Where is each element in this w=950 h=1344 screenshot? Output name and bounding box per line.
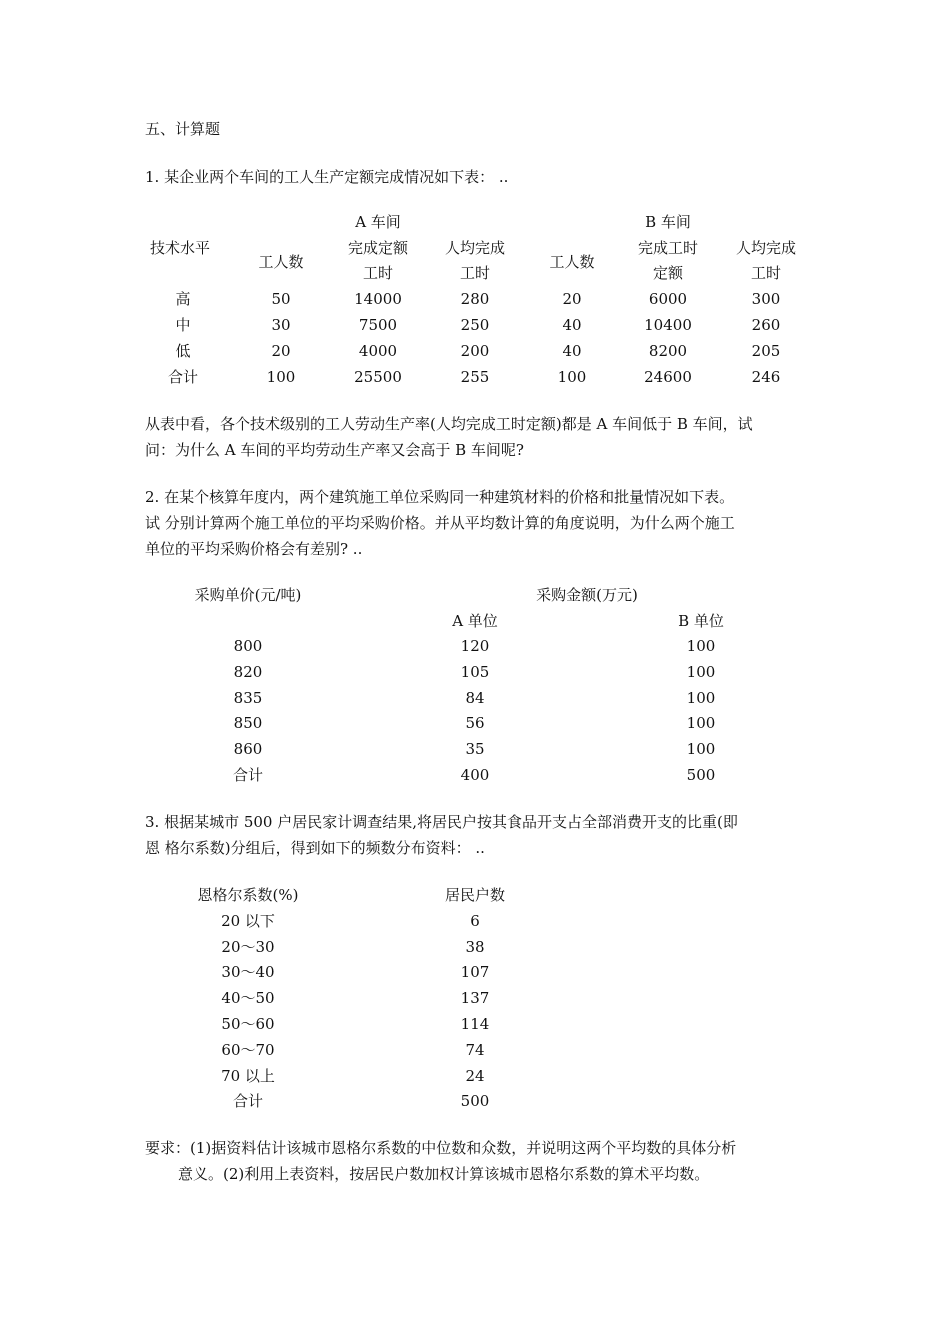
q1-header-a-group: A 车间 [355,213,401,231]
q2-header-a: A 单位 [452,612,498,630]
q3-cell: 74 [465,1041,485,1059]
q2-intro-line1: 2. 在某个核算年度内，两个建筑施工单位采购同一种建筑材料的价格和批量情况如下表。 [145,488,735,506]
q1-cell: 25500 [354,368,402,386]
q2-cell: 500 [686,766,716,784]
q1-cell: 8200 [648,342,688,360]
q2-cell: 84 [465,689,485,707]
q3-cell: 合计 [232,1092,264,1110]
q3-intro-line2: 恩 格尔系数)分组后，得到如下的频数分布资料： .. [145,839,485,857]
q1-cell: 300 [751,290,781,308]
q3-cell: 20～30 [221,938,275,956]
q1-cell: 40 [562,342,582,360]
q2-cell: 100 [686,663,716,681]
q3-cell: 137 [460,989,490,1007]
q1-question-line2: 问：为什么 A 车间的平均劳动生产率又会高于 B 车间呢? [145,441,524,459]
q1-cell: 低 [175,342,191,360]
q1-cell: 7500 [358,316,398,334]
q2-cell: 850 [233,714,263,732]
q1-cell: 280 [460,290,490,308]
q1-cell: 100 [557,368,587,386]
q1-header-b-quota-line1: 完成工时 [637,239,699,257]
q2-cell: 100 [686,714,716,732]
q3-requirement-line1: 要求：(1)据资料估计该城市恩格尔系数的中位数和众数，并说明这两个平均数的具体分析 [145,1139,737,1157]
q1-cell: 200 [460,342,490,360]
q1-cell: 205 [751,342,781,360]
q1-cell: 20 [271,342,291,360]
q3-cell: 60～70 [221,1041,275,1059]
q3-cell: 20 以下 [221,912,275,930]
q2-header-amount: 采购金额(万元) [536,586,638,604]
q3-cell: 114 [460,1015,490,1033]
q1-cell: 6000 [648,290,688,308]
q3-cell: 70 以上 [221,1067,275,1085]
q3-header-households: 居民户数 [444,886,506,904]
q2-cell: 35 [465,740,485,758]
q1-cell: 4000 [358,342,398,360]
q1-header-skill: 技术水平 [150,239,211,257]
q2-cell: 100 [686,689,716,707]
q3-cell: 6 [470,912,480,930]
q3-cell: 50～60 [221,1015,275,1033]
q2-cell: 800 [233,637,263,655]
q3-cell: 107 [460,963,490,981]
q2-cell: 56 [465,714,485,732]
q1-intro: 1. 某企业两个车间的工人生产定额完成情况如下表： .. [145,168,509,186]
q1-header-b-workers: 工人数 [549,253,595,271]
q2-cell: 820 [233,663,263,681]
q3-header-engel: 恩格尔系数(%) [197,886,299,904]
q1-header-a-workers: 工人数 [258,253,304,271]
q2-cell: 100 [686,637,716,655]
q1-question-line1: 从表中看，各个技术级别的工人劳动生产率(人均完成工时定额)都是 A 车间低于 B 车间，试 [145,415,753,433]
q2-header-b: B 单位 [678,612,724,630]
q1-cell: 20 [562,290,582,308]
q2-cell: 835 [233,689,263,707]
q3-cell: 40～50 [221,989,275,1007]
q1-header-a-quota-line2: 工时 [362,264,394,282]
q2-cell: 400 [460,766,490,784]
q1-header-a-quota-line1: 完成定额 [347,239,409,257]
q1-cell: 250 [460,316,490,334]
q2-header-price: 采购单价(元/吨) [194,586,302,604]
q2-cell: 120 [460,637,490,655]
section-title: 五、计算题 [145,120,221,138]
q1-header-b-quota-line2: 定额 [652,264,684,282]
q1-cell: 246 [751,368,781,386]
q1-cell: 100 [266,368,296,386]
q2-cell: 合计 [232,766,264,784]
q3-requirement-line2: 意义。(2)利用上表资料，按居民户数加权计算该城市恩格尔系数的算术平均数。 [178,1165,710,1183]
q3-cell: 30～40 [221,963,275,981]
q1-cell: 24600 [644,368,692,386]
q1-header-b-avg-line1: 人均完成 [735,239,797,257]
q1-header-a-avg-line2: 工时 [459,264,491,282]
q2-intro-line3: 单位的平均采购价格会有差别? .. [145,540,363,558]
q1-cell: 30 [271,316,291,334]
q2-cell: 105 [460,663,490,681]
q2-cell: 100 [686,740,716,758]
q3-cell: 38 [465,938,485,956]
q1-cell: 中 [175,316,191,334]
q1-cell: 40 [562,316,582,334]
q1-cell: 255 [460,368,490,386]
q3-cell: 500 [460,1092,490,1110]
q1-header-b-avg-line2: 工时 [750,264,782,282]
q1-cell: 10400 [644,316,692,334]
q2-cell: 860 [233,740,263,758]
q1-header-a-avg-line1: 人均完成 [444,239,506,257]
q1-cell: 14000 [354,290,402,308]
q1-cell: 260 [751,316,781,334]
q1-cell: 高 [175,290,191,308]
q3-intro-line1: 3. 根据某城市 500 户居民家计调查结果,将居民户按其食品开支占全部消费开支的比重(即 [145,813,738,831]
q3-cell: 24 [465,1067,485,1085]
q1-cell: 50 [271,290,291,308]
q1-cell: 合计 [167,368,199,386]
q1-header-b-group: B 车间 [645,213,691,231]
q2-intro-line2: 试 分别计算两个施工单位的平均采购价格。并从平均数计算的角度说明，为什么两个施工 [145,514,735,532]
